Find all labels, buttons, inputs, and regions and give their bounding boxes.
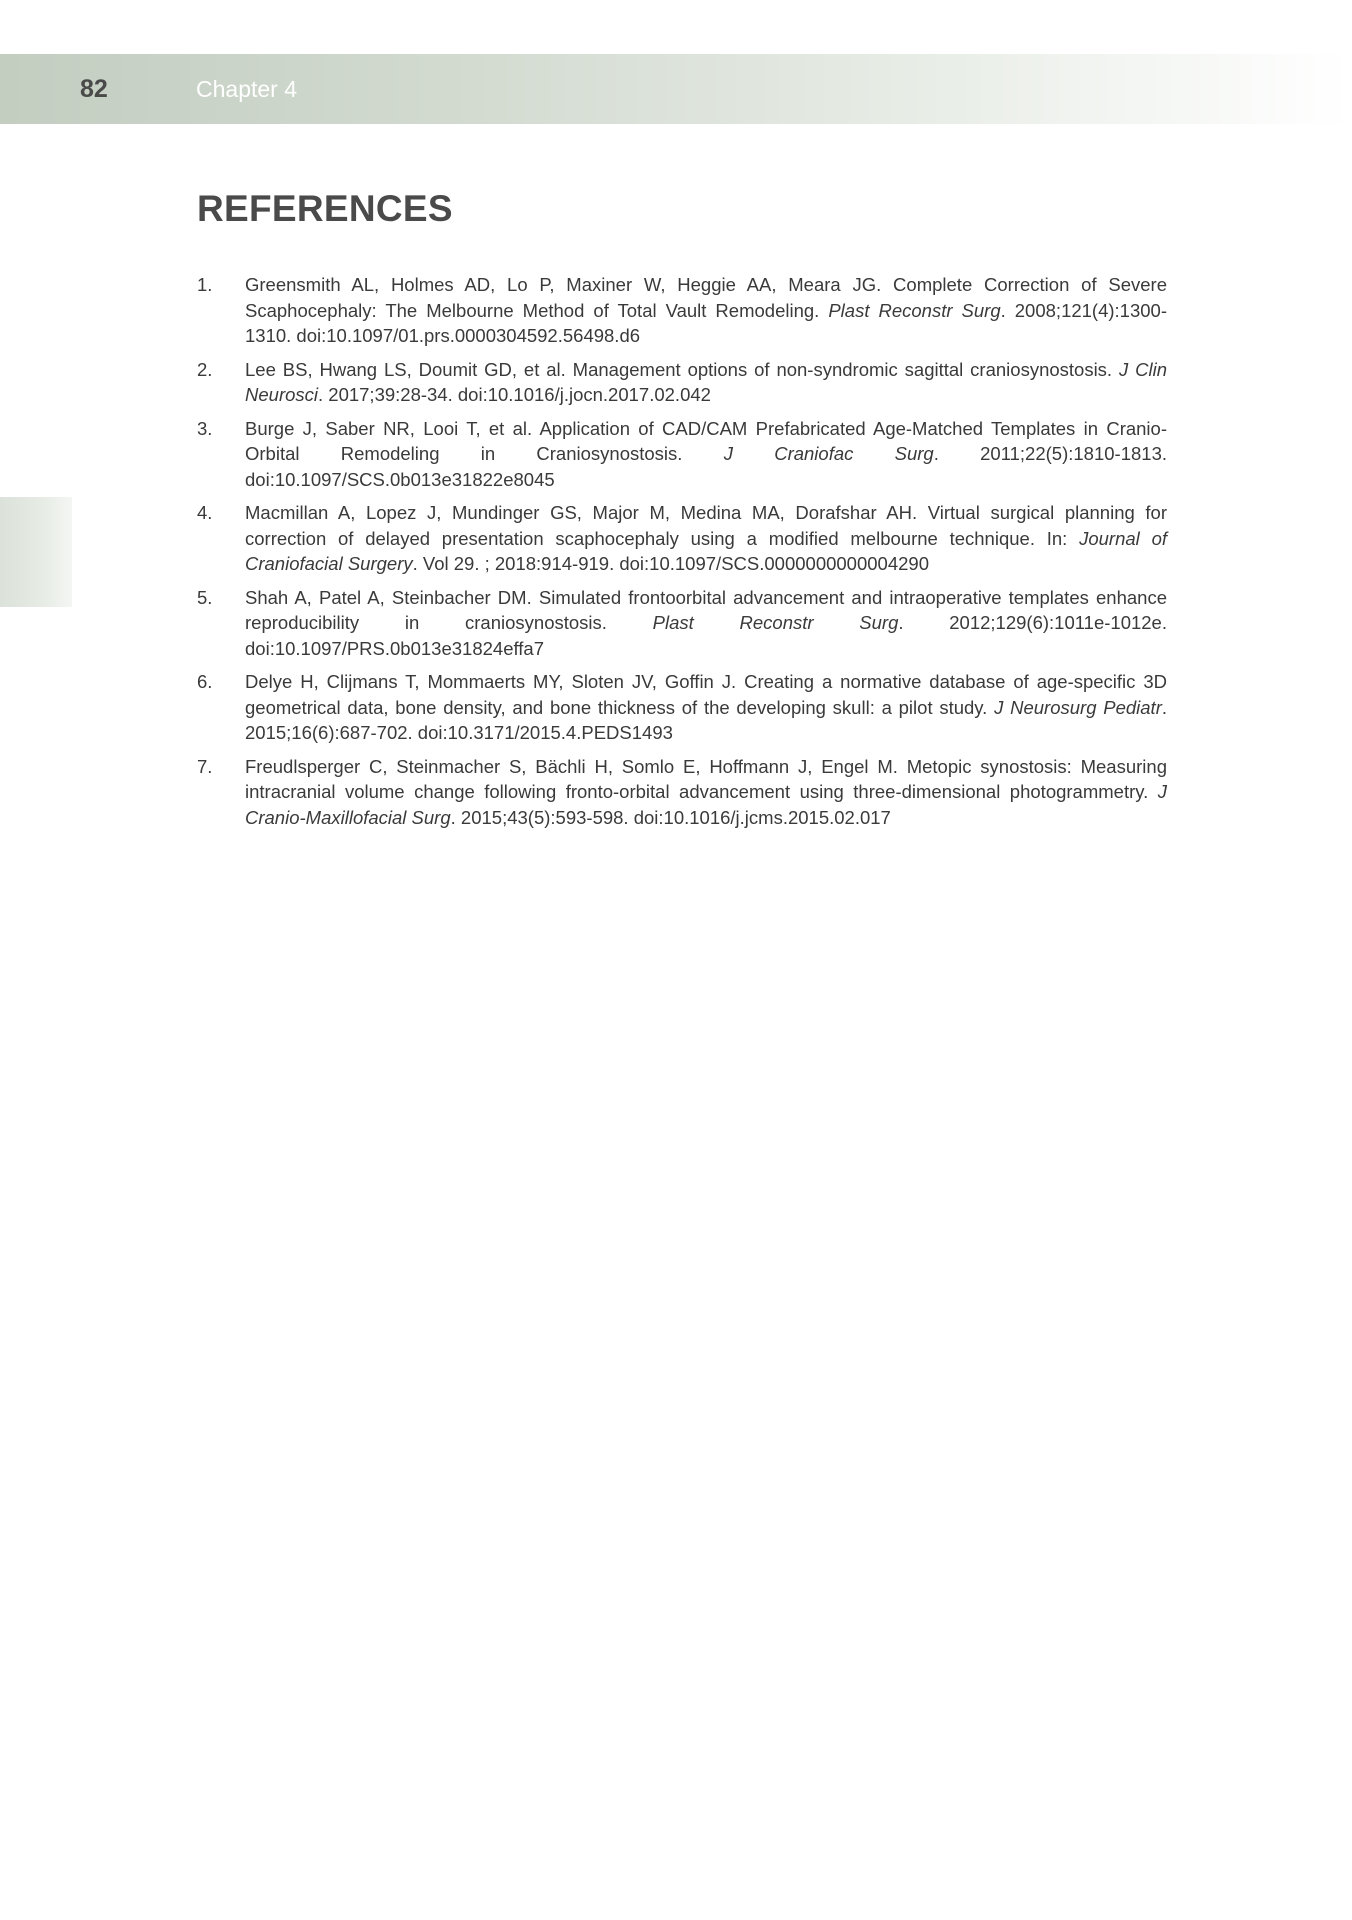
reference-number: 6.: [197, 671, 213, 692]
reference-text: [245, 416, 1167, 493]
section-title: REFERENCES: [197, 188, 453, 229]
reference-journal: J Craniofac Surg: [723, 443, 934, 464]
reference-text: [245, 357, 1167, 408]
reference-text: [245, 754, 1167, 831]
reference-item: [197, 272, 1167, 349]
reference-number: 3.: [197, 417, 213, 439]
reference-journal: J Neurosurg Pediatr: [994, 696, 1162, 718]
reference-details: . 2015;43(5):593-598. doi:10.1016/j.jcms.2015.02.017: [450, 806, 891, 828]
reference-number: 4.: [197, 502, 213, 523]
reference-number: 2.: [197, 358, 213, 380]
reference-details: . 2017;39:28-34. doi:10.1016/j.jocn.2017.02.042: [318, 384, 711, 405]
side-tab-marker: [0, 497, 72, 607]
reference-authors-title: Greensmith AL, Holmes AD, Lo P, Maxiner W, Heggie AA, Meara JG. Complete Correction of Severe Scaphocephaly: The Melbourne Method of Total Vault Remodeling.: [245, 274, 1167, 321]
reference-item: [197, 416, 1167, 493]
reference-text: [245, 585, 1167, 662]
reference-text: [245, 669, 1167, 746]
reference-authors-title: Burge J, Saber NR, Looi T, et al. Application of CAD/CAM Prefabricated Age-Matched Templates in Cranio-Orbital Remodeling in Craniosynostosis.: [245, 417, 1167, 464]
reference-journal: Plast Reconstr Surg: [652, 612, 899, 633]
reference-journal: J Cranio-Maxillofacial Surg: [245, 781, 1167, 828]
reference-details: . 2012;129(6):1011e-1012e. doi:10.1097/PRS.0b013e31824effa7: [245, 612, 1167, 659]
reference-authors-title: Lee BS, Hwang LS, Doumit GD, et al. Management options of non-syndromic sagittal craniosynostosis.: [245, 358, 1119, 380]
reference-item: [197, 357, 1167, 408]
reference-text: [245, 272, 1167, 349]
reference-number: 5.: [197, 586, 213, 608]
reference-item: [197, 500, 1167, 577]
reference-item: [197, 754, 1167, 831]
page-number: 82: [80, 75, 108, 103]
reference-authors-title: Delye H, Clijmans T, Mommaerts MY, Sloten JV, Goffin J. Creating a normative database of age-specific 3D geometrical data, bone density, and bone thickness of the developing skull: a pilot study.: [245, 671, 1167, 718]
reference-authors-title: Macmillan A, Lopez J, Mundinger GS, Major M, Medina MA, Dorafshar AH. Virtual surgical planning for correction of delayed presentation scaphocephaly using a modified melbourne technique. In:: [245, 502, 1167, 549]
reference-details: . 2015;16(6):687-702. doi:10.3171/2015.4.PEDS1493: [245, 696, 1167, 743]
reference-journal: Plast Reconstr Surg: [828, 299, 1001, 321]
reference-details: . Vol 29. ; 2018:914-919. doi:10.1097/SCS.0000000000004290: [412, 553, 929, 574]
reference-item: [197, 585, 1167, 662]
reference-list: [197, 272, 1167, 838]
reference-details: . 2011;22(5):1810-1813. doi:10.1097/SCS.0b013e31822e8045: [245, 443, 1167, 490]
reference-item: [197, 669, 1167, 746]
reference-number: 7.: [197, 755, 213, 777]
chapter-label: Chapter 4: [196, 76, 298, 102]
reference-details: . 2008;121(4):1300-1310. doi:10.1097/01.prs.0000304592.56498.d6: [245, 299, 1167, 346]
reference-authors-title: Freudlsperger C, Steinmacher S, Bächli H, Somlo E, Hoffmann J, Engel M. Metopic synostosis: Measuring intracranial volume change following fronto-orbital advancement using three-dimensional photogrammetry.: [245, 755, 1167, 802]
reference-number: 1.: [197, 274, 213, 295]
reference-authors-title: Shah A, Patel A, Steinbacher DM. Simulated frontoorbital advancement and intraoperative templates enhance reproducibility in craniosynostosis.: [245, 586, 1167, 633]
reference-journal: J Clin Neurosci: [245, 358, 1168, 405]
reference-journal: Journal of Craniofacial Surgery: [245, 527, 1167, 574]
reference-text: [245, 500, 1167, 577]
